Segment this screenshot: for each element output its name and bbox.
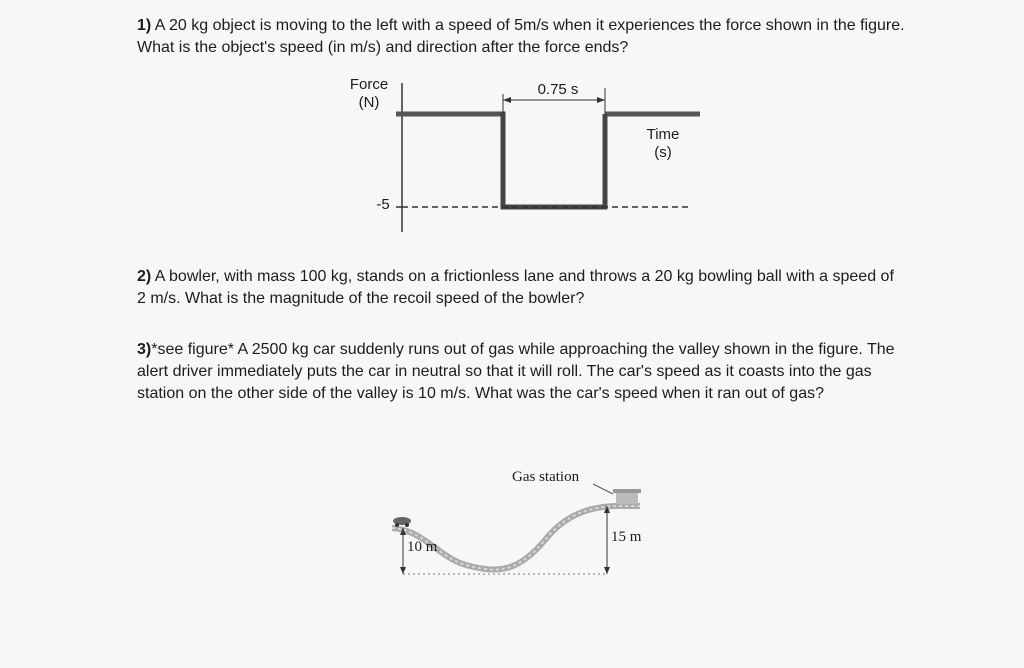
- question-1-number: 1): [137, 17, 152, 34]
- time-label-line2: (s): [654, 144, 672, 161]
- question-1-text: A 20 kg object is moving to the left with a speed of 5m/s when it experiences the force shown in the figure. What is the object's speed (in m/s) and direction after the force ends?: [137, 17, 905, 56]
- duration-label: 0.75 s: [537, 81, 579, 98]
- question-3-number: 3): [137, 341, 152, 358]
- force-label-line1: Force: [349, 76, 389, 93]
- force-label-line2: (N): [358, 94, 380, 111]
- left-height-arrow-bottom: [400, 567, 406, 574]
- valley-road: [392, 506, 640, 570]
- gas-station-label: Gas station: [512, 469, 580, 485]
- time-label-line1: Time: [646, 126, 680, 143]
- y-tick-label: -5: [376, 196, 390, 213]
- question-3-text: *see figure* A 2500 kg car suddenly runs out of gas while approaching the valley shown in the figure. The alert driver immediately puts the car in neutral so that it will roll. The car's speed as it coasts into the gas station on the other side of the valley is 10 m/s. What was the car's speed when it ran out of gas?: [137, 341, 895, 402]
- gas-station-icon: [613, 489, 641, 504]
- car-icon: [393, 517, 411, 527]
- right-height-arrow-bottom: [604, 567, 610, 574]
- right-height-label: 15 m: [611, 529, 642, 545]
- question-2-text: A bowler, with mass 100 kg, stands on a frictionless lane and throws a 20 kg bowling ball with a speed of 2 m/s. What is the magnitude of the recoil speed of the bowler?: [137, 268, 894, 307]
- question-2-number: 2): [137, 268, 152, 285]
- gas-station-pointer: [593, 484, 613, 494]
- valley-road-texture: [392, 506, 640, 570]
- left-height-label: 10 m: [407, 539, 438, 555]
